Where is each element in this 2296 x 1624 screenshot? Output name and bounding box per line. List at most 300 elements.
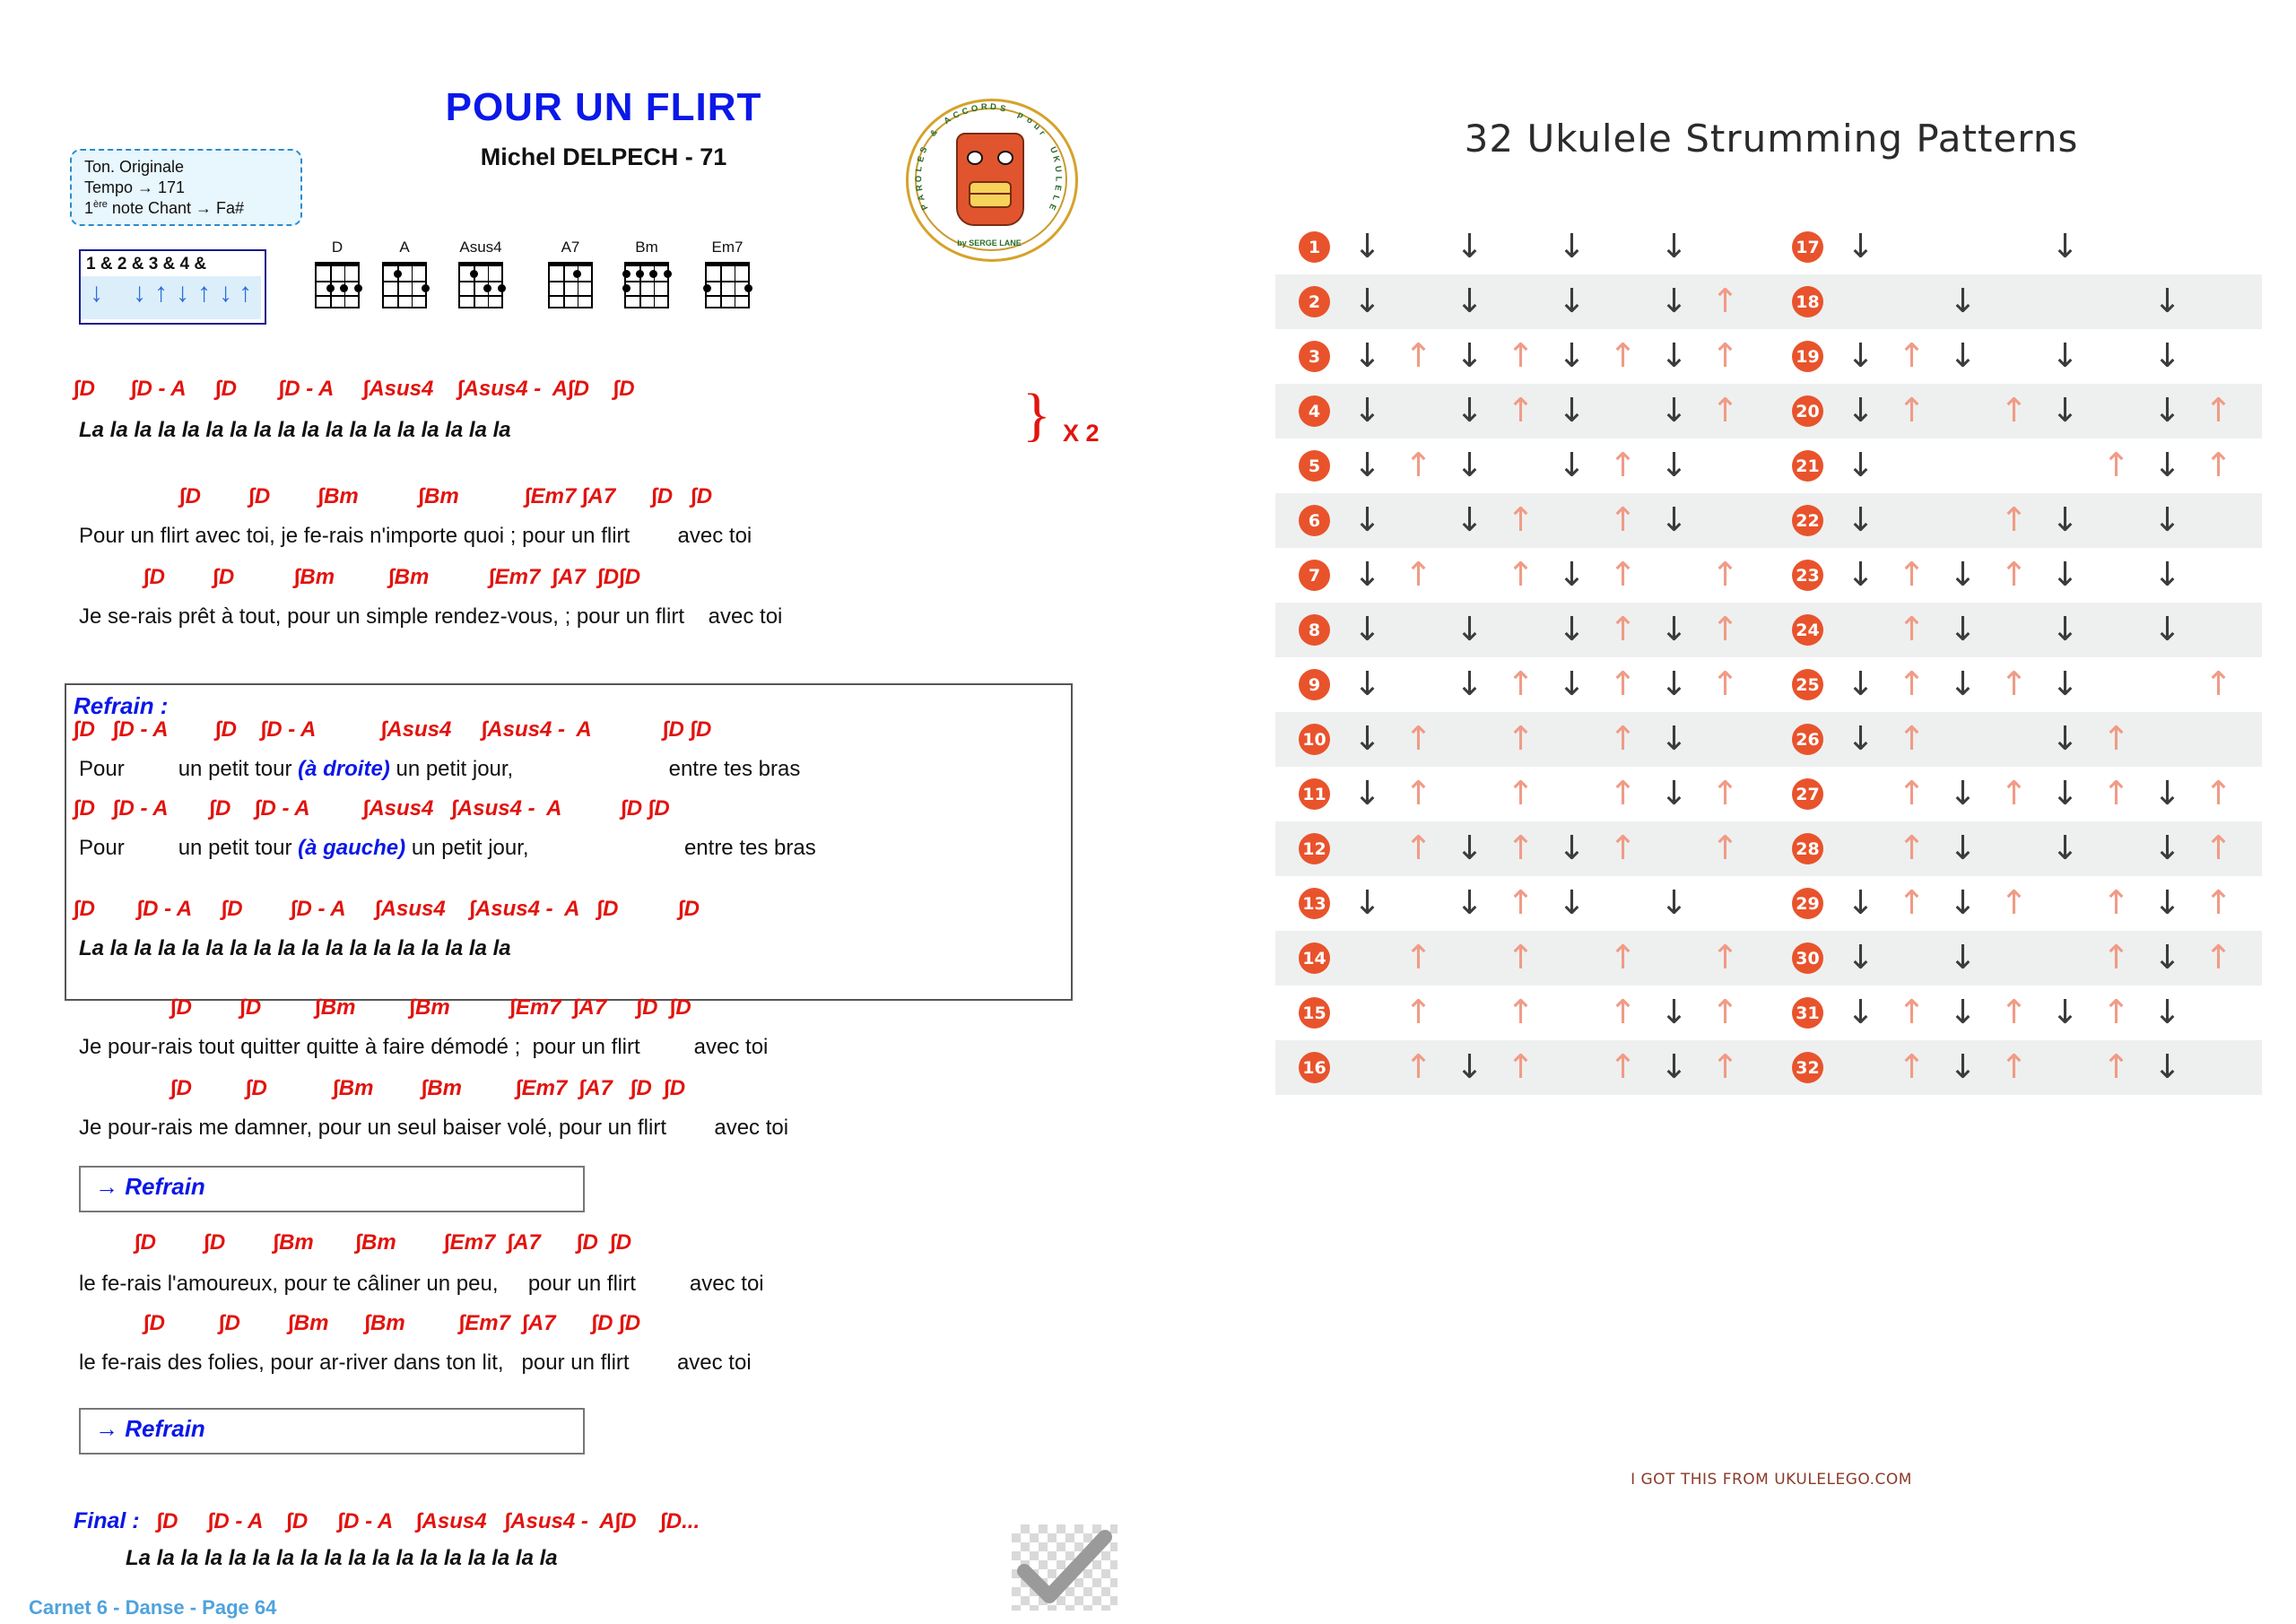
- downstroke-icon: ↓: [1846, 883, 1874, 922]
- pattern-cell: [1275, 712, 1769, 767]
- pattern-number: 3: [1299, 341, 1330, 372]
- upstroke-icon: ↑: [1710, 829, 1739, 867]
- pattern-slots: [1835, 657, 2248, 712]
- pattern-cell: [1769, 439, 2262, 493]
- pattern-number: 31: [1792, 997, 1823, 1029]
- chord-dot: [703, 284, 711, 292]
- upstroke-icon: ↑: [2204, 938, 2232, 977]
- upstroke-icon: ↑: [1608, 829, 1637, 867]
- refrain-chords-3: ∫D ∫D - A ∫D ∫D - A ∫Asus4 ∫Asus4 - A ∫D ∫D: [74, 897, 700, 921]
- upstroke-icon: ↑: [1506, 938, 1535, 977]
- downstroke-icon: ↓: [1557, 664, 1586, 703]
- pattern-cell: [1275, 931, 1769, 986]
- upstroke-icon: ↑: [1506, 555, 1535, 594]
- final-label: Final :: [74, 1508, 140, 1533]
- downstroke-icon: ↓: [2050, 664, 2079, 703]
- refrain-link-2[interactable]: [79, 1408, 585, 1455]
- pattern-number: 17: [1792, 231, 1823, 263]
- logo-arc-char: P: [919, 202, 931, 212]
- pattern-number: 4: [1299, 395, 1330, 427]
- pattern-cell: [1769, 548, 2262, 603]
- upstroke-icon: ↑: [2101, 774, 2130, 812]
- downstroke-icon: ↓: [1846, 719, 1874, 758]
- upstroke-icon: ↑: [2101, 719, 2130, 758]
- pattern-slots: [1342, 329, 1754, 384]
- downstroke-icon: ↓: [1659, 336, 1688, 375]
- pattern-number: 28: [1792, 833, 1823, 864]
- pattern-slots: [1342, 384, 1754, 439]
- pattern-number: 14: [1299, 942, 1330, 974]
- upstroke-icon: ↑: [1608, 555, 1637, 594]
- logo-arc-char: R: [980, 101, 987, 113]
- pattern-cell: [1769, 329, 2262, 384]
- pattern-row: [1275, 274, 2262, 329]
- pattern-cell: [1769, 1040, 2262, 1095]
- logo-arc-char: R: [914, 184, 926, 193]
- pattern-number: 15: [1299, 997, 1330, 1029]
- final-lyrics: La la la la la la la la la la la la la la la la la la: [126, 1546, 558, 1570]
- pattern-number: 23: [1792, 560, 1823, 591]
- upstroke-icon: ↑: [1897, 336, 1926, 375]
- pattern-cell: [1769, 931, 2262, 986]
- pattern-number: 7: [1299, 560, 1330, 591]
- upstroke-icon: ↑: [1710, 1047, 1739, 1086]
- downstroke-icon: ↓: [1455, 227, 1483, 265]
- logo-arc-char: S: [918, 145, 930, 155]
- pattern-number: 19: [1792, 341, 1823, 372]
- downstroke-icon: ↓: [2152, 1047, 2181, 1086]
- upstroke-icon: ↑: [1608, 774, 1637, 812]
- logo-arc-char: u: [1031, 121, 1042, 133]
- downstroke-icon: ↓: [1659, 500, 1688, 539]
- intro-chords: ∫D ∫D - A ∫D ∫D - A ∫Asus4 ∫Asus4 - A∫D ∫D: [74, 377, 635, 401]
- upstroke-icon: ↑: [1506, 774, 1535, 812]
- upstroke-icon: ↑: [1999, 993, 2028, 1031]
- downstroke-icon: ↓: [2152, 391, 2181, 430]
- upstroke-icon: ↑: [1404, 993, 1432, 1031]
- upstroke-icon: ↑: [1897, 719, 1926, 758]
- chord-dot: [394, 270, 402, 278]
- downstroke-icon: ↓: [1455, 829, 1483, 867]
- upstroke-icon: ↑: [1710, 993, 1739, 1031]
- downstroke-icon: ↓: [1352, 719, 1381, 758]
- chord-name: A7: [561, 239, 580, 256]
- refrain-lyrics-2: Pour un petit tour (à gauche) un petit jour, entre tes bras: [79, 836, 816, 860]
- pattern-cell: [1275, 657, 1769, 712]
- chord-name: D: [331, 239, 344, 256]
- chord-grid: [548, 262, 593, 308]
- downstroke-icon: ↓: [2050, 719, 2079, 758]
- strum-arrow-icon: ↑: [239, 278, 252, 308]
- downstroke-icon: ↓: [1557, 555, 1586, 594]
- chord-dot: [573, 270, 581, 278]
- downstroke-icon: ↓: [1557, 446, 1586, 484]
- upstroke-icon: ↑: [2101, 938, 2130, 977]
- pattern-slots: [1835, 384, 2248, 439]
- pattern-cell: [1275, 274, 1769, 329]
- upstroke-icon: ↑: [1608, 664, 1637, 703]
- strum-arrow-icon: ↓: [176, 278, 189, 308]
- logo-arc-char: D: [990, 101, 997, 113]
- pattern-row: [1275, 603, 2262, 657]
- chord-dot: [622, 284, 631, 292]
- pattern-slots: [1835, 986, 2248, 1040]
- logo-arc-char: A: [916, 193, 928, 203]
- chord-dot: [470, 270, 478, 278]
- refrain-chords-1: ∫D ∫D - A ∫D ∫D - A ∫Asus4 ∫Asus4 - A ∫D ∫D: [74, 717, 712, 742]
- downstroke-icon: ↓: [1846, 391, 1874, 430]
- chord-dot: [326, 284, 335, 292]
- upstroke-icon: ↑: [1608, 446, 1637, 484]
- pattern-cell: [1275, 821, 1769, 876]
- downstroke-icon: ↓: [1948, 664, 1977, 703]
- pattern-slots: [1342, 986, 1754, 1040]
- pattern-slots: [1835, 548, 2248, 603]
- pattern-row: [1275, 931, 2262, 986]
- upstroke-icon: ↑: [2101, 1047, 2130, 1086]
- downstroke-icon: ↓: [1455, 391, 1483, 430]
- upstroke-icon: ↑: [1404, 829, 1432, 867]
- upstroke-icon: ↑: [1404, 446, 1432, 484]
- pattern-row: [1275, 876, 2262, 931]
- upstroke-icon: ↑: [1999, 500, 2028, 539]
- patterns-credit: I GOT THIS FROM UKULELEGO.COM: [1631, 1471, 1912, 1489]
- pattern-slots: [1342, 712, 1754, 767]
- downstroke-icon: ↓: [2050, 391, 2079, 430]
- pattern-slots: [1342, 657, 1754, 712]
- downstroke-icon: ↓: [2050, 555, 2079, 594]
- pattern-cell: [1769, 712, 2262, 767]
- pattern-row: [1275, 1040, 2262, 1095]
- pattern-slots: [1342, 220, 1754, 274]
- downstroke-icon: ↓: [1352, 282, 1381, 320]
- pattern-cell: [1769, 821, 2262, 876]
- upstroke-icon: ↑: [1897, 1047, 1926, 1086]
- pattern-number: 12: [1299, 833, 1330, 864]
- chord-grid: [315, 262, 360, 308]
- page-footer: Carnet 6 - Danse - Page 64: [29, 1596, 277, 1619]
- downstroke-icon: ↓: [2050, 227, 2079, 265]
- upstroke-icon: ↑: [1608, 1047, 1637, 1086]
- downstroke-icon: ↓: [1948, 938, 1977, 977]
- pattern-number: 8: [1299, 614, 1330, 646]
- refrain-label: Refrain :: [74, 692, 169, 719]
- pattern-cell: [1275, 439, 1769, 493]
- chord-dot: [498, 284, 506, 292]
- pattern-slots: [1342, 876, 1754, 931]
- downstroke-icon: ↓: [1352, 883, 1381, 922]
- chord-grid: [705, 262, 750, 308]
- patterns-grid: [1275, 220, 2262, 1095]
- upstroke-icon: ↑: [1506, 883, 1535, 922]
- downstroke-icon: ↓: [1557, 829, 1586, 867]
- verse1-chords-1: ∫D ∫D ∫Bm ∫Bm ∫Em7 ∫A7 ∫D ∫D: [179, 484, 713, 508]
- pattern-row: [1275, 548, 2262, 603]
- logo-arc-char: E: [1052, 184, 1064, 192]
- pattern-row: [1275, 439, 2262, 493]
- downstroke-icon: ↓: [2050, 336, 2079, 375]
- upstroke-icon: ↑: [2204, 664, 2232, 703]
- pattern-number: 18: [1792, 286, 1823, 317]
- downstroke-icon: ↓: [1659, 1047, 1688, 1086]
- chord-dot: [340, 284, 348, 292]
- pattern-cell: [1275, 548, 1769, 603]
- downstroke-icon: ↓: [1948, 555, 1977, 594]
- logo-arc-char: U: [1053, 165, 1064, 173]
- strum-pattern-box: [79, 249, 266, 325]
- upstroke-icon: ↑: [2101, 446, 2130, 484]
- upstroke-icon: ↑: [1999, 883, 2028, 922]
- upstroke-icon: ↑: [1897, 774, 1926, 812]
- upstroke-icon: ↑: [1999, 774, 2028, 812]
- pattern-cell: [1769, 384, 2262, 439]
- logo-arc-char: K: [1050, 155, 1063, 164]
- upstroke-icon: ↑: [1404, 719, 1432, 758]
- logo-arc-char: C: [951, 109, 961, 121]
- upstroke-icon: ↑: [1999, 664, 2028, 703]
- strum-arrow-icon: ↑: [154, 278, 168, 308]
- strum-arrow-icon: ↓: [90, 278, 103, 308]
- pattern-number: 22: [1792, 505, 1823, 536]
- final-chords: ∫D ∫D - A ∫D ∫D - A ∫Asus4 ∫Asus4 - A∫D ∫D...: [156, 1509, 700, 1533]
- chord-dot: [622, 270, 631, 278]
- pattern-row: [1275, 220, 2262, 274]
- downstroke-icon: ↓: [1352, 446, 1381, 484]
- final-line: [74, 1508, 700, 1534]
- chord-dot: [422, 284, 430, 292]
- verse2-chords-2: ∫D ∫D ∫Bm ∫Bm ∫Em7 ∫A7 ∫D ∫D: [170, 1076, 686, 1100]
- upstroke-icon: ↑: [1897, 555, 1926, 594]
- pattern-number: 25: [1792, 669, 1823, 700]
- chord-name: Bm: [635, 239, 658, 256]
- logo-bottom-text: by SERGE LANE: [957, 239, 1022, 248]
- upstroke-icon: ↑: [1710, 664, 1739, 703]
- pattern-slots: [1835, 767, 2248, 821]
- downstroke-icon: ↓: [1846, 664, 1874, 703]
- pattern-number: 32: [1792, 1052, 1823, 1083]
- downstroke-icon: ↓: [2152, 610, 2181, 648]
- upstroke-icon: ↑: [1506, 993, 1535, 1031]
- downstroke-icon: ↓: [1352, 610, 1381, 648]
- verse2-chords-1: ∫D ∫D ∫Bm ∫Bm ∫Em7 ∫A7 ∫D ∫D: [170, 995, 691, 1020]
- downstroke-icon: ↓: [2152, 774, 2181, 812]
- logo-arc-char: U: [1048, 145, 1059, 155]
- pattern-slots: [1835, 274, 2248, 329]
- downstroke-icon: ↓: [2152, 446, 2181, 484]
- logo-arc-char: E: [1046, 202, 1058, 212]
- downstroke-icon: ↓: [1455, 664, 1483, 703]
- upstroke-icon: ↑: [1404, 774, 1432, 812]
- downstroke-icon: ↓: [1352, 500, 1381, 539]
- downstroke-icon: ↓: [1659, 610, 1688, 648]
- pattern-slots: [1342, 493, 1754, 548]
- downstroke-icon: ↓: [2152, 883, 2181, 922]
- info-first-note: 1ère note Chant → Fa#: [84, 199, 245, 217]
- downstroke-icon: ↓: [1455, 500, 1483, 539]
- downstroke-icon: ↓: [2050, 993, 2079, 1031]
- pattern-slots: [1835, 220, 2248, 274]
- downstroke-icon: ↓: [2050, 829, 2079, 867]
- upstroke-icon: ↑: [1506, 664, 1535, 703]
- chord-dot: [354, 284, 362, 292]
- strum-arrows: [81, 276, 261, 319]
- downstroke-icon: ↓: [1659, 774, 1688, 812]
- chord-grid: [382, 262, 427, 308]
- downstroke-icon: ↓: [1948, 1047, 1977, 1086]
- downstroke-icon: ↓: [2050, 500, 2079, 539]
- pattern-slots: [1835, 876, 2248, 931]
- pattern-slots: [1342, 274, 1754, 329]
- upstroke-icon: ↑: [1710, 938, 1739, 977]
- pattern-cell: [1275, 493, 1769, 548]
- upstroke-icon: ↑: [1999, 1047, 2028, 1086]
- pattern-cell: [1769, 657, 2262, 712]
- upstroke-icon: ↑: [1999, 555, 2028, 594]
- pattern-number: 2: [1299, 286, 1330, 317]
- chord-dot: [483, 284, 491, 292]
- verse2-lyrics-2: Je pour-rais me damner, pour un seul baiser volé, pour un flirt avec toi: [79, 1116, 789, 1140]
- strum-counts: 1 & 2 & 3 & 4 &: [86, 255, 207, 274]
- downstroke-icon: ↓: [1455, 1047, 1483, 1086]
- upstroke-icon: ↑: [2101, 883, 2130, 922]
- upstroke-icon: ↑: [1710, 282, 1739, 320]
- downstroke-icon: ↓: [1846, 500, 1874, 539]
- pattern-cell: [1275, 329, 1769, 384]
- upstroke-icon: ↑: [1506, 719, 1535, 758]
- downstroke-icon: ↓: [1557, 391, 1586, 430]
- downstroke-icon: ↓: [1352, 664, 1381, 703]
- upstroke-icon: ↑: [2101, 993, 2130, 1031]
- pattern-row: [1275, 767, 2262, 821]
- pattern-cell: [1769, 767, 2262, 821]
- downstroke-icon: ↓: [2152, 555, 2181, 594]
- chord-dot: [664, 270, 672, 278]
- downstroke-icon: ↓: [1557, 336, 1586, 375]
- upstroke-icon: ↑: [1404, 336, 1432, 375]
- chord-dot: [744, 284, 752, 292]
- pattern-cell: [1769, 876, 2262, 931]
- downstroke-icon: ↓: [1846, 336, 1874, 375]
- downstroke-icon: ↓: [1948, 610, 1977, 648]
- pattern-slots: [1835, 493, 2248, 548]
- pattern-row: [1275, 821, 2262, 876]
- logo-arc-char: L: [913, 165, 925, 172]
- info-tonality: Ton. Originale: [84, 158, 185, 176]
- refrain-link-1[interactable]: [79, 1166, 585, 1212]
- downstroke-icon: ↓: [1659, 664, 1688, 703]
- pattern-number: 30: [1792, 942, 1823, 974]
- downstroke-icon: ↓: [1846, 227, 1874, 265]
- pattern-row: [1275, 986, 2262, 1040]
- downstroke-icon: ↓: [1846, 993, 1874, 1031]
- downstroke-icon: ↓: [2050, 610, 2079, 648]
- downstroke-icon: ↓: [1352, 774, 1381, 812]
- logo-arc-char: C: [960, 105, 970, 117]
- verse3-chords-2: ∫D ∫D ∫Bm ∫Bm ∫Em7 ∫A7 ∫D ∫D: [144, 1311, 641, 1335]
- pattern-row: [1275, 493, 2262, 548]
- verse3-chords-1: ∫D ∫D ∫Bm ∫Bm ∫Em7 ∫A7 ∫D ∫D: [135, 1230, 632, 1255]
- check-svg: [1012, 1524, 1118, 1611]
- pattern-slots: [1835, 603, 2248, 657]
- pattern-number: 6: [1299, 505, 1330, 536]
- pattern-number: 26: [1792, 724, 1823, 755]
- downstroke-icon: ↓: [1948, 883, 1977, 922]
- downstroke-icon: ↓: [1846, 446, 1874, 484]
- downstroke-icon: ↓: [1846, 938, 1874, 977]
- upstroke-icon: ↑: [1404, 1047, 1432, 1086]
- pattern-cell: [1769, 220, 2262, 274]
- pattern-cell: [1275, 1040, 1769, 1095]
- pattern-number: 9: [1299, 669, 1330, 700]
- logo-arc-char: E: [915, 155, 926, 164]
- upstroke-icon: ↑: [2204, 446, 2232, 484]
- chord-name: Em7: [711, 239, 744, 256]
- downstroke-icon: ↓: [1352, 555, 1381, 594]
- pattern-slots: [1342, 1040, 1754, 1095]
- pattern-number: 27: [1792, 778, 1823, 810]
- upstroke-icon: ↑: [1506, 500, 1535, 539]
- verse1-lyrics-1: Pour un flirt avec toi, je fe-rais n'importe quoi ; pour un flirt avec toi: [79, 524, 752, 548]
- pattern-slots: [1342, 821, 1754, 876]
- downstroke-icon: ↓: [2152, 829, 2181, 867]
- upstroke-icon: ↑: [1897, 391, 1926, 430]
- upstroke-icon: ↑: [1710, 610, 1739, 648]
- downstroke-icon: ↓: [1948, 774, 1977, 812]
- upstroke-icon: ↑: [1710, 391, 1739, 430]
- intro-lyrics: La la la la la la la la la la la la la la la la la la: [79, 418, 511, 442]
- verse3-lyrics-2: le fe-rais des folies, pour ar-river dans ton lit, pour un flirt avec toi: [79, 1350, 752, 1375]
- pattern-cell: [1769, 603, 2262, 657]
- pattern-cell: [1769, 986, 2262, 1040]
- downstroke-icon: ↓: [1948, 829, 1977, 867]
- downstroke-icon: ↓: [1948, 336, 1977, 375]
- logo-arc-char: L: [1049, 193, 1061, 202]
- pattern-cell: [1275, 876, 1769, 931]
- refrain-lyrics-3: La la la la la la la la la la la la la la la la la la: [79, 936, 511, 960]
- downstroke-icon: ↓: [2152, 336, 2181, 375]
- pattern-number: 16: [1299, 1052, 1330, 1083]
- pattern-row: [1275, 712, 2262, 767]
- downstroke-icon: ↓: [1557, 883, 1586, 922]
- upstroke-icon: ↑: [1710, 555, 1739, 594]
- downstroke-icon: ↓: [2152, 938, 2181, 977]
- downstroke-icon: ↓: [1455, 883, 1483, 922]
- upstroke-icon: ↑: [1710, 774, 1739, 812]
- logo-arc-char: &: [927, 127, 940, 140]
- repeat-brace-icon: }: [1022, 382, 1051, 447]
- downstroke-icon: ↓: [1557, 610, 1586, 648]
- downstroke-icon: ↓: [1352, 391, 1381, 430]
- pattern-number: 20: [1792, 395, 1823, 427]
- pattern-row: [1275, 657, 2262, 712]
- pattern-slots: [1835, 329, 2248, 384]
- verse1-lyrics-2: Je se-rais prêt à tout, pour un simple rendez-vous, ; pour un flirt avec toi: [79, 604, 783, 629]
- upstroke-icon: ↑: [1608, 500, 1637, 539]
- pattern-number: 1: [1299, 231, 1330, 263]
- logo-arc-char: r: [1037, 129, 1048, 138]
- refrain-link-2-label: → Refrain: [95, 1415, 205, 1442]
- upstroke-icon: ↑: [1608, 336, 1637, 375]
- upstroke-icon: ↑: [1897, 664, 1926, 703]
- strum-arrow-icon: ↓: [219, 278, 232, 308]
- upstroke-icon: ↑: [1506, 829, 1535, 867]
- pattern-number: 21: [1792, 450, 1823, 482]
- downstroke-icon: ↓: [1659, 282, 1688, 320]
- page-title: POUR UN FLIRT: [445, 85, 762, 129]
- pattern-slots: [1835, 821, 2248, 876]
- downstroke-icon: ↓: [1659, 227, 1688, 265]
- upstroke-icon: ↑: [2204, 829, 2232, 867]
